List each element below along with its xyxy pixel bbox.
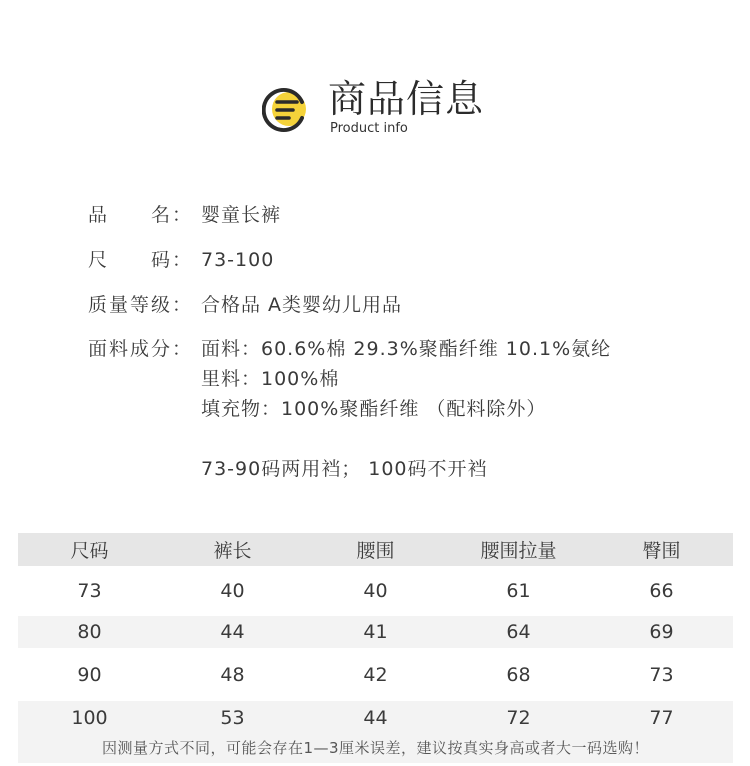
column-header: 腰围拉量 bbox=[480, 540, 557, 562]
table-cell: 72 bbox=[506, 706, 531, 729]
product-info bbox=[88, 200, 728, 484]
info-value: 合格品 A类婴幼儿用品 bbox=[201, 294, 403, 316]
table-row bbox=[18, 701, 733, 734]
column-header: 腰围 bbox=[356, 540, 395, 562]
info-label: 质量等级： bbox=[88, 294, 194, 316]
table-cell: 42 bbox=[363, 663, 388, 686]
info-value: 婴童长裤 bbox=[201, 204, 282, 226]
info-label: 尺 码： bbox=[88, 249, 194, 271]
table-cell: 90 bbox=[77, 663, 102, 686]
table-cell: 73 bbox=[649, 663, 674, 686]
table-cell: 80 bbox=[77, 621, 102, 643]
table-cell: 64 bbox=[506, 621, 531, 643]
table-cell: 69 bbox=[649, 621, 674, 643]
table-cell: 44 bbox=[363, 706, 388, 729]
page-title: 商品信息 bbox=[328, 77, 485, 121]
section-header bbox=[262, 72, 522, 142]
table-cell: 73 bbox=[77, 579, 102, 602]
info-value: 73-100 bbox=[201, 249, 275, 271]
column-header: 臀围 bbox=[642, 540, 681, 562]
document-list-icon bbox=[262, 84, 312, 134]
size-table bbox=[18, 533, 733, 734]
table-cell: 61 bbox=[506, 579, 531, 602]
table-cell: 53 bbox=[220, 706, 245, 729]
info-label: 品 名： bbox=[88, 204, 194, 226]
table-cell: 44 bbox=[220, 621, 245, 643]
info-row-name bbox=[88, 200, 728, 230]
info-row-grade bbox=[88, 290, 728, 320]
table-cell: 40 bbox=[220, 579, 245, 602]
table-row bbox=[18, 616, 733, 648]
table-cell: 41 bbox=[363, 621, 388, 643]
table-row bbox=[18, 658, 733, 691]
crotch-note: 73-90码两用裆； 100码不开裆 bbox=[201, 458, 488, 480]
info-label: 面料成分： bbox=[88, 338, 194, 360]
info-row-size bbox=[88, 245, 728, 275]
material-line: 填充物：100%聚酯纤维 （配料除外） bbox=[201, 398, 547, 420]
table-cell: 48 bbox=[220, 663, 245, 686]
table-header-row bbox=[18, 533, 733, 566]
material-lines bbox=[201, 334, 611, 484]
material-line: 里料：100%棉 bbox=[201, 368, 340, 390]
table-cell: 40 bbox=[363, 579, 388, 602]
table-cell: 68 bbox=[506, 663, 531, 686]
table-row bbox=[18, 574, 733, 607]
table-cell: 66 bbox=[649, 579, 674, 602]
measurement-note: 因测量方式不同，可能会存在1—3厘米误差，建议按真实身高或者大一码选购！ bbox=[18, 733, 733, 763]
table-cell: 100 bbox=[71, 706, 108, 729]
column-header: 裤长 bbox=[213, 540, 252, 562]
column-header: 尺码 bbox=[70, 540, 109, 562]
info-row-material bbox=[88, 334, 728, 484]
material-line: 面料：60.6%棉 29.3%聚酯纤维 10.1%氨纶 bbox=[201, 338, 612, 360]
page-subtitle: Product info bbox=[330, 121, 408, 136]
table-cell: 77 bbox=[649, 706, 674, 729]
